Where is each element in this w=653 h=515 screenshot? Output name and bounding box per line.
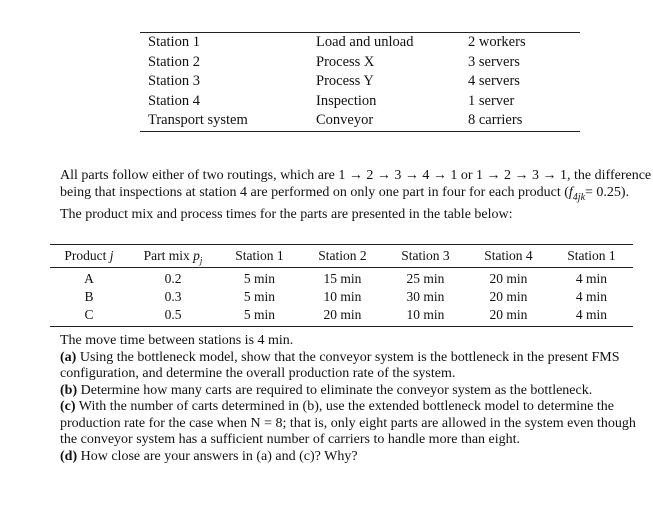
cell-s1b: 4 min (575, 271, 608, 286)
station-function: Conveyor (316, 112, 374, 128)
cell-mix: 0.2 (164, 271, 182, 286)
header-station-1: Station 1 (235, 248, 284, 263)
question-a: (a) Using the bottleneck model, show that the conveyor system is the bottleneck in the present FMS (60, 349, 620, 365)
table-body (50, 268, 633, 326)
question-line: the conveyor system has a sufficient number of carriers to handle more than eight. (60, 432, 521, 447)
frequency-subscript: 4jk (572, 191, 586, 203)
table-row (140, 111, 580, 131)
table-row (140, 33, 580, 53)
station-resources: 2 workers (468, 34, 526, 50)
table-bottom-rule (50, 326, 633, 327)
cell-s4: 20 min (489, 307, 528, 322)
question-label: (b) (60, 382, 78, 398)
station-resources: 4 servers (468, 73, 520, 89)
header-part-mix: Part mix $p_j$ (143, 248, 203, 266)
header-station-1-return: Station 1 (567, 248, 616, 263)
station-function: Process Y (316, 73, 374, 89)
question-line: configuration, and determine the overall production rate of the system. (60, 366, 456, 381)
station-function: Process X (316, 53, 375, 70)
table-row (140, 92, 580, 112)
paragraph-line: All parts follow either of two routings, which are 1 → 2 → 3 → 4 → 1 or 1 → 2 → 3 → 1, the difference (60, 168, 652, 183)
station-function: Inspection (316, 92, 377, 109)
cell-s3: 25 min (406, 271, 445, 286)
cell-s4: 20 min (489, 271, 528, 286)
paragraph-text: = 0.25). (585, 185, 630, 200)
question-line: production rate for the case when N = 8; that is, only eight parts are allowed in the system even though (60, 415, 636, 431)
station-name: Station 4 (148, 92, 200, 109)
station-table (140, 32, 580, 132)
cell-s4: 20 min (489, 289, 528, 304)
paragraph-line: The product mix and process times for the parts are presented in the table below: (60, 206, 513, 222)
paragraph-text: being that inspections at station 4 are performed on only one part in four for each product ( (60, 185, 569, 200)
station-resources: 8 carriers (468, 112, 523, 128)
questions-block (60, 333, 638, 465)
station-resources: 1 server (468, 92, 515, 109)
question-b: (b) Determine how many carts are required to eliminate the conveyor system as the bottleneck. (60, 382, 593, 398)
cell-mix: 0.3 (164, 289, 182, 304)
question-label: (a) (60, 349, 77, 365)
cell-product: A (84, 271, 94, 286)
station-function: Load and unload (316, 34, 414, 50)
station-name: Station 2 (148, 53, 200, 70)
table-row (50, 270, 633, 288)
cell-s1: 5 min (243, 307, 276, 322)
cell-s1b: 4 min (575, 289, 608, 304)
routing-paragraph (60, 167, 652, 223)
header-product: Product j (64, 248, 114, 263)
cell-s1: 5 min (243, 271, 276, 286)
table-bottom-rule (140, 131, 580, 132)
cell-s3: 30 min (406, 289, 445, 304)
cell-s1: 5 min (243, 289, 276, 304)
question-c: (c) With the number of carts determined in (b), use the extended bottleneck model to determine the (60, 399, 614, 414)
cell-s2: 10 min (323, 289, 362, 304)
cell-product: B (84, 289, 94, 304)
cell-product: C (84, 307, 94, 322)
header-station-2: Station 2 (318, 248, 367, 263)
cell-s1b: 4 min (575, 307, 608, 322)
station-resources: 3 servers (468, 53, 520, 70)
product-mix-table (50, 244, 633, 327)
paragraph-line (60, 184, 635, 206)
station-name: Transport system (148, 112, 248, 128)
cell-s3: 10 min (406, 307, 445, 322)
table-row (50, 306, 633, 324)
header-station-4: Station 4 (484, 248, 533, 263)
question-label: (c) (60, 399, 76, 414)
station-name: Station 1 (148, 34, 200, 50)
table-header-row (50, 245, 633, 267)
question-d: (d) How close are your answers in (a) and (c)? Why? (60, 448, 358, 464)
question-label: (d) (60, 448, 78, 464)
table-row (140, 72, 580, 92)
header-station-3: Station 3 (401, 248, 450, 263)
cell-s2: 20 min (323, 307, 362, 322)
cell-s2: 15 min (323, 271, 362, 286)
table-row (50, 288, 633, 306)
frequency-symbol: f (568, 185, 573, 200)
table-row (140, 53, 580, 73)
move-time-line: The move time between stations is 4 min. (60, 333, 294, 348)
cell-mix: 0.5 (164, 307, 182, 322)
station-name: Station 3 (148, 73, 200, 89)
